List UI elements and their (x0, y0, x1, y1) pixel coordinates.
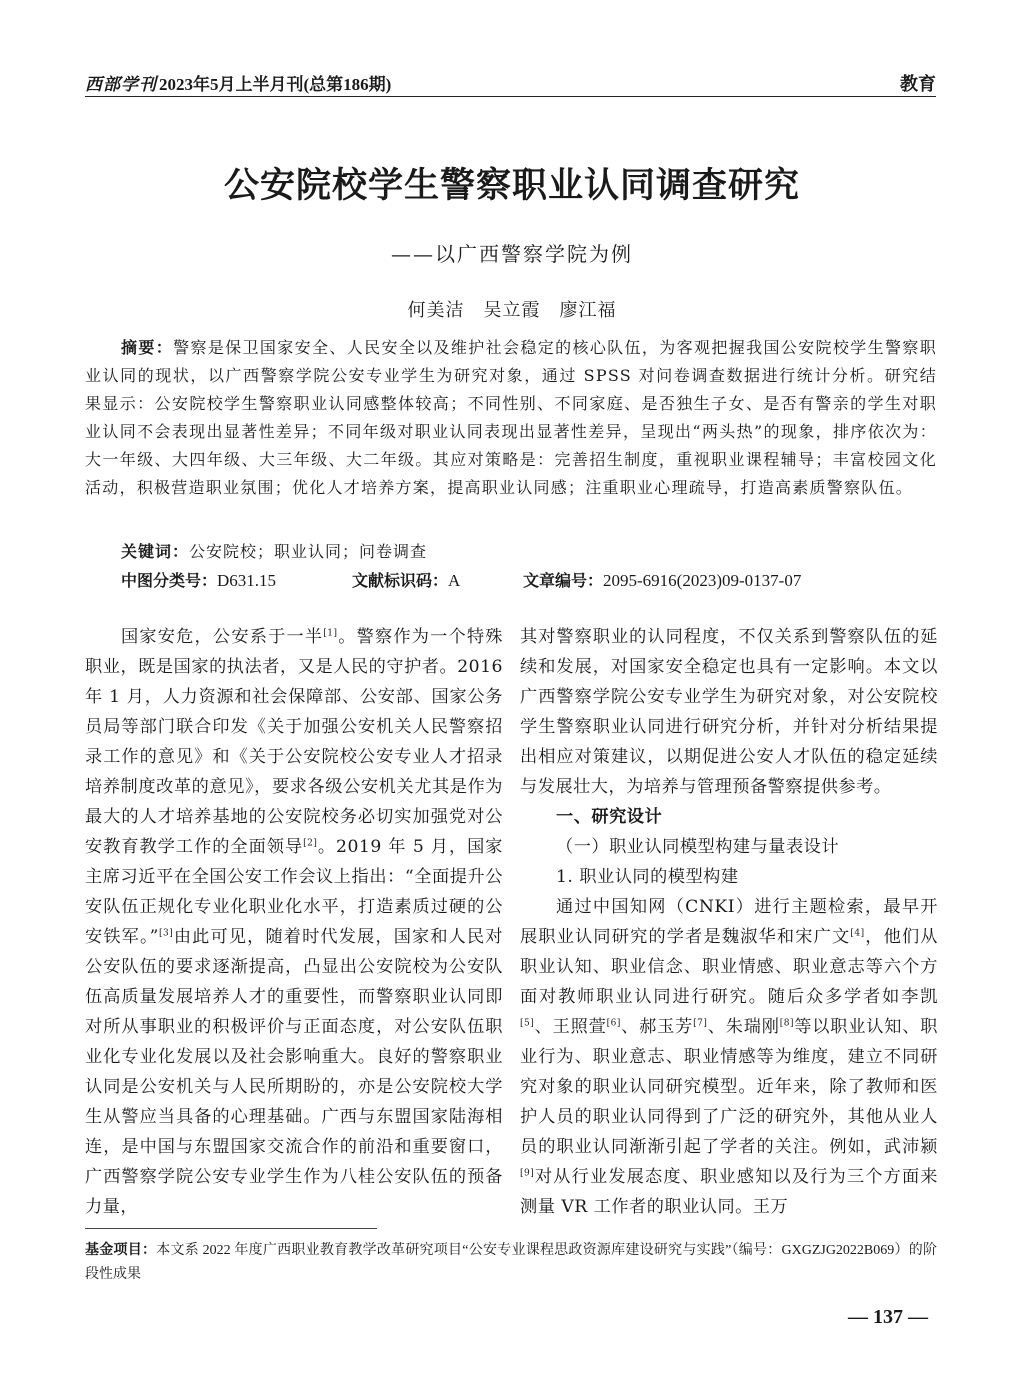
body-left-column (85, 622, 503, 1222)
citation-9: [9] (520, 1168, 535, 1179)
text-segment: 由此可见，随着时代发展，国家和人民对公安队伍的要求逐渐提高，凸显出公安院校为公安队伍高质量发展培养人才的重要性，而警察职业认同即对所从事职业的积极评价与正面态度，对公安队伍职业化专业化发展以及社会影响重大。良好的警察职业认同是公安机关与人民所期盼的，亦是公安院校大学生从警应当具备的心理基础。广西与东盟国家陆海相连，是中国与东盟国家交流合作的前沿和重要窗口，广西警察学院公安专业学生作为八桂公安队伍的预备力量， (85, 927, 503, 1217)
article-title: 公安院校学生警察职业认同调查研究 (223, 166, 800, 206)
model-paragraph (520, 892, 938, 1222)
funding-label: 基金项目： (85, 1242, 157, 1258)
text-segment: 。2019 年 5 月，国家主席习近平在全国公安工作会议上指出：“全面提升公安队伍正规化专业化职业化水平，打造素质过硬的公安铁军。” (85, 837, 503, 947)
intro-paragraph (85, 622, 503, 1222)
doc-code-label: 文献标识码： (352, 571, 449, 590)
section-heading: 一、研究设计 (556, 807, 663, 827)
article-subtitle: ——以广西警察学院为例 (391, 242, 633, 266)
text-segment: 对从行业发展态度、职业感知以及行为三个方面来测量 VR 工作者的职业认同。王万 (520, 1167, 938, 1217)
citation-7: [7] (693, 1018, 708, 1029)
clc-value: D631.15 (217, 571, 277, 590)
text-segment: 、王照萱 (534, 1017, 607, 1037)
page-number: — 137 — (848, 1306, 928, 1328)
text-segment: 。警察作为一个特殊职业，既是国家的执法者，又是人民的守护者。2016 年 1 月，人力资源和社会保障部、公安部、国家公务员局等部门联合印发《关于加强公安机关人民警察招录工作的意见》和《关于公安院校公安专业人才招录培养制度改革的意见》，要求各级公安机关尤其是作为最大的人才培养基地的公安院校务必切实加强党对公安教育教学工作的全面领导 (85, 627, 503, 857)
doc-code-value: A (448, 571, 461, 590)
text-segment: ，他们从职业认知、职业信念、职业情感、职业意志等六个方面对教师职业认同进行研究。随后众多学者如李凯 (520, 927, 938, 1007)
authors: 何美洁 吴立霞 廖江福 (407, 300, 617, 321)
journal-logo: 西部学刊 (85, 75, 157, 94)
body-right-column (520, 622, 938, 1222)
running-header (85, 68, 936, 97)
keywords (121, 539, 427, 562)
citation-8: [8] (779, 1018, 794, 1029)
citation-2: [2] (303, 838, 318, 849)
section-label: 教育 (900, 74, 936, 95)
article-number (523, 568, 801, 591)
keywords-text: 公安院校；职业认同；问卷调查 (189, 542, 428, 561)
citation-1: [1] (323, 628, 338, 639)
abstract-text: 警察是保卫国家安全、人民安全以及维护社会稳定的核心队伍，为客观把握我国公安院校学生警察职业认同的现状，以广西警察学院公安专业学生为研究对象，通过 SPSS 对问卷调查数据进行统计分析。研究结果显示：公安院校学生警察职业认同感整体较高；不同性别、不同家庭、是否独生子女、是否有警亲的学生对职业认同不会表现出显著性差异；不同年级对职业认同表现出显著性差异，呈现出“两头热”的现象，排序依次为：大一年级、大四年级、大三年级、大二年级。其应对策略是：完善招生制度，重视职业课程辅导；丰富校园文化活动，积极营造职业氛围；优化人才培养方案，提高职业认同感；注重职业心理疏导，打造高素质警察队伍。 (85, 338, 937, 497)
article-number-value: 2095-6916(2023)09-0137-07 (603, 571, 802, 590)
journal-issue (85, 70, 391, 95)
abstract-label: 摘要： (121, 338, 174, 357)
citation-4: [4] (850, 928, 865, 939)
subsection-heading: （一）职业认同模型构建与量表设计 (556, 837, 840, 857)
text-segment: 国家安危，公安系于一半 (121, 627, 324, 647)
funding-text: 本文系 2022 年度广西职业教育教学改革研究项目“公安专业课程思政资源库建设研究与实践”（编号：GXGZJG2022B069）的阶段性成果 (85, 1243, 937, 1282)
intro-paragraph-continued: 其对警察职业的认同程度，不仅关系到警察队伍的延续和发展，对国家安全稳定也具有一定影响。本文以广西警察学院公安专业学生为研究对象，对公安院校学生警察职业认同进行研究分析，并针对分析结果提出相应对策建议，以期促进公安人才队伍的稳定延续与发展壮大，为培养与管理预备警察提供参考。 (520, 627, 938, 797)
text-segment: 、郝玉芳 (620, 1017, 694, 1037)
citation-6: [6] (606, 1018, 621, 1029)
clc-label: 中图分类号： (121, 571, 218, 590)
text-segment: 、朱瑞刚 (707, 1017, 780, 1037)
footnote-divider (85, 1228, 377, 1229)
document-code (352, 568, 460, 591)
clc-number (121, 568, 276, 591)
abstract (85, 334, 937, 502)
text-segment: 通过中国知网（CNKI）进行主题检索，最早开展职业认同研究的学者是魏淑华和宋广文 (520, 897, 938, 947)
keywords-label: 关键词： (121, 542, 190, 561)
funding-footnote (85, 1238, 937, 1287)
text-segment: 等以职业认知、职业行为、职业意志、职业情感等为维度，建立不同研究对象的职业认同研究模型。近年来，除了教师和医护人员的职业认同得到了广泛的研究外，其他从业人员的职业认同渐渐引起了学者的关注。例如，武沛颍 (520, 1017, 938, 1157)
citation-5: [5] (520, 1018, 535, 1029)
article-number-label: 文章编号： (523, 571, 604, 590)
issue-info: 2023年5月上半月刊(总第186期) (159, 75, 392, 94)
citation-3: [3] (158, 928, 174, 939)
subsubsection-heading: 1. 职业认同的模型构建 (556, 867, 739, 887)
